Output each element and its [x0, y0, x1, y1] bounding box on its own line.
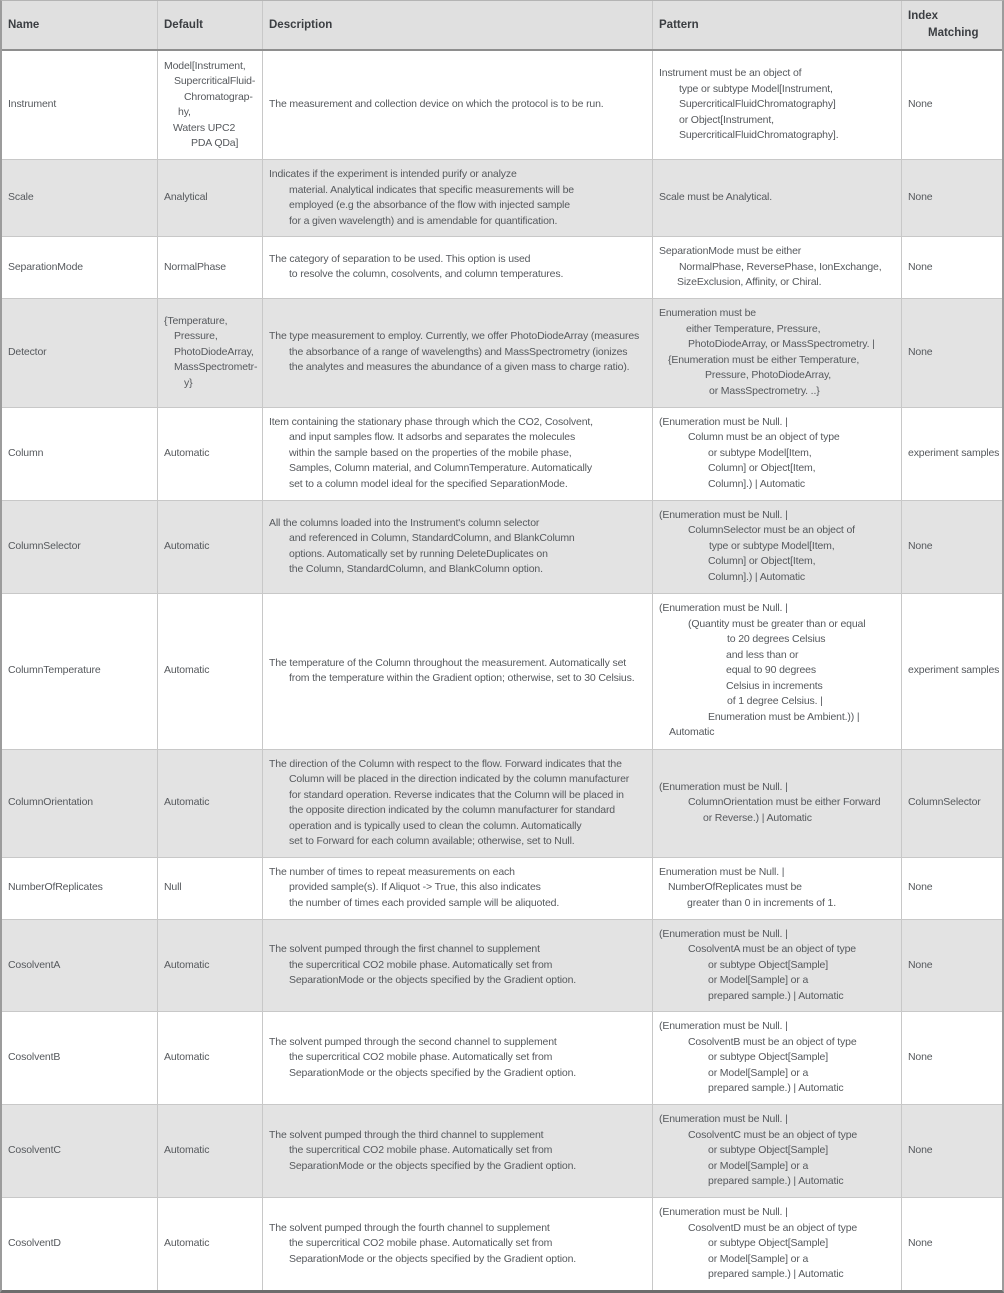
index-cell [901, 750, 1004, 857]
pattern-cell-line: prepared sample.) | Automatic [708, 1175, 844, 1188]
description-cell-line: Samples, Column material, and ColumnTemperature. Automatically [289, 462, 592, 475]
pattern-cell-line: SupercriticalFluidChromatography]. [679, 129, 839, 142]
default-cell [157, 920, 262, 1012]
pattern-cell [652, 160, 901, 236]
description-cell-line: for a given wavelength) and is amendable for quantification. [289, 214, 558, 227]
name-cell [2, 1012, 157, 1104]
pattern-cell-line: or Model[Sample] or a [708, 1159, 809, 1172]
default-cell-line: Automatic [164, 796, 210, 809]
description-cell [262, 237, 652, 298]
default-cell-line: Automatic [164, 1051, 210, 1064]
pattern-cell-line: and less than or [726, 648, 799, 661]
pattern-cell-line: (Enumeration must be Null. | [659, 508, 788, 521]
index-cell [901, 1105, 1004, 1197]
name-cell-line: Scale [8, 191, 34, 204]
name-cell-line: SeparationMode [8, 260, 83, 273]
index-cell-line: None [908, 881, 933, 894]
default-cell-line: y} [184, 376, 193, 389]
description-cell-line: the opposite direction indicated by the column manufacturer for standard [289, 804, 615, 816]
pattern-cell-line: either Temperature, Pressure, [686, 322, 821, 335]
description-cell-line: The temperature of the Column throughout the measurement. Automatically set [269, 656, 627, 669]
index-cell-line: None [908, 1051, 933, 1064]
column-header-pattern [652, 1, 901, 49]
pattern-cell [652, 237, 901, 298]
pattern-cell-line: (Quantity must be greater than or equal [688, 617, 866, 630]
pattern-cell [652, 750, 901, 857]
default-cell [157, 160, 262, 236]
description-cell-line: the supercritical CO2 mobile phase. Automatically set from [289, 1237, 553, 1250]
description-cell [262, 501, 652, 593]
pattern-cell-line: Enumeration must be Null. | [659, 865, 785, 878]
pattern-cell [652, 1105, 901, 1197]
pattern-cell-line: {Enumeration must be either Temperature, [668, 353, 860, 366]
description-cell-line: the supercritical CO2 mobile phase. Automatically set from [289, 1144, 553, 1157]
pattern-cell-line: ColumnOrientation must be either Forward [688, 796, 881, 809]
pattern-cell-line: (Enumeration must be Null. | [659, 602, 788, 615]
index-cell-line: ColumnSelector [908, 796, 981, 809]
pattern-cell-line: PhotoDiodeArray, or MassSpectrometry. | [688, 338, 875, 350]
column-header-index [901, 1, 1004, 49]
index-cell-line: experiment samples [908, 446, 1000, 459]
index-cell [901, 1198, 1004, 1290]
description-cell [262, 408, 652, 500]
pattern-cell-line: prepared sample.) | Automatic [708, 1268, 844, 1281]
pattern-cell-line: greater than 0 in increments of 1. [687, 896, 836, 909]
name-cell [2, 501, 157, 593]
description-cell [262, 594, 652, 749]
table-row-columnorientation [2, 750, 1002, 858]
description-cell-line: operation and is typically used to clean the column. Automatically [289, 819, 582, 832]
name-cell [2, 299, 157, 407]
column-header-label: Default [164, 18, 203, 31]
index-cell-line: None [908, 539, 933, 552]
pattern-cell-line: or subtype Object[Sample] [708, 1144, 828, 1157]
description-cell-line: set to a column model ideal for the specified SeparationMode. [289, 477, 568, 490]
table-row-cosolventa [2, 920, 1002, 1013]
default-cell-line: Model[Instrument, [164, 59, 246, 72]
pattern-cell-line: or MassSpectrometry. ..} [709, 384, 820, 397]
description-cell-line: material. Analytical indicates that specific measurements will be [289, 183, 574, 196]
default-cell-line: PDA QDa] [191, 137, 239, 149]
description-cell-line: and input samples flow. It adsorbs and separates the molecules [289, 431, 576, 444]
default-cell-line: Automatic [164, 446, 210, 459]
index-cell-line: None [908, 1144, 933, 1157]
pattern-cell-line: of 1 degree Celsius. | [727, 695, 823, 708]
description-cell-line: SeparationMode or the objects specified by the Gradient option. [289, 1252, 577, 1265]
name-cell [2, 237, 157, 298]
default-cell-line: Analytical [164, 191, 208, 204]
pattern-cell-line: type or subtype Model[Instrument, [679, 82, 833, 95]
default-cell [157, 408, 262, 500]
index-cell-line: None [908, 191, 933, 204]
index-cell-line: None [908, 98, 933, 111]
table-row-columnselector [2, 501, 1002, 594]
description-cell-line: options. Automatically set by running DeleteDuplicates on [289, 547, 548, 560]
pattern-cell-line: (Enumeration must be Null. | [659, 927, 788, 940]
description-cell [262, 1198, 652, 1290]
default-cell [157, 299, 262, 407]
pattern-cell-line: or subtype Object[Sample] [708, 1237, 828, 1250]
name-cell-line: CosolventC [8, 1144, 61, 1157]
index-cell [901, 920, 1004, 1012]
table-row-cosolventd [2, 1198, 1002, 1290]
default-cell [157, 501, 262, 593]
description-cell-line: The solvent pumped through the third channel to supplement [269, 1128, 544, 1141]
name-cell [2, 920, 157, 1012]
default-cell-line: PhotoDiodeArray, [174, 345, 254, 358]
table-row-detector [2, 299, 1002, 408]
name-cell-line: ColumnTemperature [8, 664, 101, 677]
description-cell-line: The measurement and collection device on which the protocol is to be run. [269, 98, 604, 111]
name-cell [2, 1198, 157, 1290]
pattern-cell [652, 594, 901, 749]
index-cell [901, 501, 1004, 593]
column-header-label: Matching [928, 27, 979, 39]
index-cell [901, 51, 1004, 159]
name-cell-line: Instrument [8, 98, 57, 111]
description-cell-line: The solvent pumped through the second channel to supplement [269, 1035, 557, 1048]
pattern-cell-line: CosolventB must be an object of type [688, 1035, 857, 1048]
pattern-cell-line: or Reverse.) | Automatic [703, 811, 812, 824]
table-row-separationmode [2, 237, 1002, 299]
default-cell-line: MassSpectrometr- [174, 361, 258, 374]
table-row-cosolventb [2, 1012, 1002, 1105]
pattern-cell-line: Celsius in increments [726, 679, 823, 692]
pattern-cell [652, 299, 901, 407]
table-row-numberofreplicates [2, 858, 1002, 920]
pattern-cell-line: or subtype Object[Sample] [708, 1051, 828, 1064]
default-cell-line: Automatic [164, 539, 210, 552]
pattern-cell-line: NormalPhase, ReversePhase, IonExchange, [679, 260, 882, 273]
index-cell-line: None [908, 345, 933, 358]
column-header-label: Description [269, 18, 333, 31]
column-header-label: Index [908, 10, 939, 22]
description-cell-line: the number of times each provided sample will be aliquoted. [289, 896, 560, 909]
column-header-default [157, 1, 262, 49]
column-header-description [262, 1, 652, 49]
description-cell-line: SeparationMode or the objects specified by the Gradient option. [289, 1159, 577, 1172]
description-cell [262, 1105, 652, 1197]
column-header-label: Pattern [659, 18, 699, 31]
default-cell-line: Automatic [164, 958, 210, 971]
description-cell-line: SeparationMode or the objects specified by the Gradient option. [289, 974, 577, 986]
pattern-cell-line: Enumeration must be [659, 307, 756, 319]
index-cell-line: None [908, 260, 933, 273]
default-cell-line: NormalPhase [164, 260, 226, 273]
index-cell [901, 594, 1004, 749]
pattern-cell-line: Scale must be Analytical. [659, 191, 772, 204]
pattern-cell-line: or subtype Object[Sample] [708, 958, 828, 971]
index-cell [901, 1012, 1004, 1104]
description-cell-line: All the columns loaded into the Instrument's column selector [269, 516, 540, 529]
default-cell [157, 1198, 262, 1290]
pattern-cell-line: Column] or Object[Item, [708, 555, 816, 568]
default-cell-line: {Temperature, [164, 314, 228, 327]
table-row-column [2, 408, 1002, 501]
name-cell [2, 51, 157, 159]
pattern-cell-line: CosolventC must be an object of type [688, 1128, 858, 1141]
default-cell-line: Null [164, 881, 182, 894]
pattern-cell [652, 408, 901, 500]
description-cell-line: The solvent pumped through the first channel to supplement [269, 943, 540, 955]
description-cell-line: the analytes and measures the abundance of a given mass to charge ratio). [289, 361, 630, 374]
index-cell-line: experiment samples [908, 664, 1000, 677]
index-cell-line: None [908, 1237, 933, 1250]
pattern-cell-line: Enumeration must be Ambient.)) | [708, 710, 860, 723]
pattern-cell [652, 1012, 901, 1104]
pattern-cell-line: Column] or Object[Item, [708, 462, 816, 475]
pattern-cell-line: to 20 degrees Celsius [727, 633, 826, 646]
name-cell-line: ColumnOrientation [8, 796, 93, 809]
name-cell-line: NumberOfReplicates [8, 881, 103, 894]
index-cell [901, 858, 1004, 919]
description-cell-line: within the sample based on the properties of the mobile phase, [289, 446, 572, 459]
default-cell [157, 237, 262, 298]
description-cell-line: to resolve the column, cosolvents, and column temperatures. [289, 268, 564, 281]
table-row-scale [2, 160, 1002, 237]
table-row-cosolventc [2, 1105, 1002, 1198]
description-cell [262, 858, 652, 919]
index-cell [901, 237, 1004, 298]
default-cell-line: Pressure, [174, 330, 218, 343]
pattern-cell-line: Automatic [669, 726, 715, 739]
index-cell-line: None [908, 958, 933, 971]
description-cell-line: the absorbance of a range of wavelengths) and MassSpectrometry (ionizes [289, 345, 628, 358]
description-cell [262, 51, 652, 159]
name-cell [2, 750, 157, 857]
pattern-cell-line: SupercriticalFluidChromatography] [679, 98, 836, 111]
description-cell [262, 299, 652, 407]
name-cell-line: CosolventD [8, 1237, 61, 1250]
pattern-cell-line: CosolventD must be an object of type [688, 1221, 858, 1234]
pattern-cell-line: or subtype Model[Item, [708, 446, 812, 459]
description-cell-line: from the temperature within the Gradient option; otherwise, set to 30 Celsius. [289, 672, 635, 684]
pattern-cell-line: Column].) | Automatic [708, 570, 806, 583]
table-row-instrument [2, 51, 1002, 160]
default-cell [157, 750, 262, 857]
description-cell [262, 160, 652, 236]
description-cell-line: and referenced in Column, StandardColumn, and BlankColumn [289, 532, 575, 544]
pattern-cell-line: ColumnSelector must be an object of [688, 524, 855, 537]
default-cell-line: Chromatograp- [184, 90, 253, 103]
name-cell [2, 160, 157, 236]
pattern-cell-line: (Enumeration must be Null. | [659, 1020, 788, 1033]
default-cell [157, 51, 262, 159]
pattern-cell [652, 920, 901, 1012]
name-cell [2, 858, 157, 919]
pattern-cell-line: CosolventA must be an object of type [688, 943, 856, 955]
pattern-cell-line: or Model[Sample] or a [708, 1252, 809, 1265]
description-cell [262, 1012, 652, 1104]
default-cell [157, 594, 262, 749]
pattern-cell-line: (Enumeration must be Null. | [659, 1206, 788, 1219]
description-cell-line: for standard operation. Reverse indicates that the Column will be placed in [289, 788, 624, 801]
pattern-cell-line: SizeExclusion, Affinity, or Chiral. [677, 276, 822, 288]
description-cell-line: the supercritical CO2 mobile phase. Automatically set from [289, 958, 553, 971]
pattern-cell-line: Instrument must be an object of [659, 67, 802, 80]
description-cell-line: the supercritical CO2 mobile phase. Automatically set from [289, 1051, 553, 1064]
pattern-cell-line: equal to 90 degrees [726, 664, 816, 677]
description-cell [262, 920, 652, 1012]
description-cell-line: The direction of the Column with respect to the flow. Forward indicates that the [269, 757, 622, 770]
pattern-cell-line: prepared sample.) | Automatic [708, 1082, 844, 1095]
name-cell-line: ColumnSelector [8, 539, 81, 552]
description-cell-line: The solvent pumped through the fourth channel to supplement [269, 1221, 550, 1234]
pattern-cell-line: type or subtype Model[Item, [709, 539, 835, 552]
pattern-cell [652, 858, 901, 919]
description-cell-line: provided sample(s). If Aliquot -> True, this also indicates [289, 881, 541, 894]
default-cell [157, 1012, 262, 1104]
column-header-label: Name [8, 18, 40, 31]
name-cell [2, 408, 157, 500]
description-cell-line: the Column, StandardColumn, and BlankColumn option. [289, 563, 543, 575]
description-cell-line: SeparationMode or the objects specified by the Gradient option. [289, 1066, 577, 1079]
pattern-cell-line: SeparationMode must be either [659, 245, 802, 257]
name-cell-line: CosolventA [8, 958, 61, 971]
table-row-columntemperature [2, 594, 1002, 750]
table-header-row [2, 1, 1002, 51]
pattern-cell [652, 51, 901, 159]
default-cell [157, 858, 262, 919]
pattern-cell-line: or Model[Sample] or a [708, 974, 809, 986]
name-cell [2, 594, 157, 749]
index-cell [901, 299, 1004, 407]
pattern-cell-line: or Model[Sample] or a [708, 1066, 809, 1079]
pattern-cell-line: (Enumeration must be Null. | [659, 415, 788, 428]
index-cell [901, 408, 1004, 500]
name-cell [2, 1105, 157, 1197]
name-cell-line: CosolventB [8, 1051, 61, 1064]
pattern-cell [652, 501, 901, 593]
pattern-cell-line: Column].) | Automatic [708, 477, 806, 490]
pattern-cell-line: NumberOfReplicates must be [668, 881, 802, 894]
default-cell-line: Waters UPC2 [173, 121, 236, 134]
pattern-cell-line: (Enumeration must be Null. | [659, 1113, 788, 1126]
description-cell-line: The number of times to repeat measurements on each [269, 865, 515, 878]
default-cell-line: hy, [178, 106, 191, 118]
default-cell [157, 1105, 262, 1197]
default-cell-line: Automatic [164, 1144, 210, 1157]
pattern-cell-line: prepared sample.) | Automatic [708, 989, 844, 1002]
description-cell-line: The type measurement to employ. Currently, we offer PhotoDiodeArray (measures [269, 330, 640, 343]
description-cell-line: employed (e.g the absorbance of the flow with injected sample [289, 199, 570, 211]
description-cell [262, 750, 652, 857]
column-header-name [2, 1, 157, 49]
description-cell-line: Item containing the stationary phase through which the CO2, Cosolvent, [269, 415, 593, 428]
name-cell-line: Column [8, 446, 44, 459]
name-cell-line: Detector [8, 345, 47, 358]
pattern-cell-line: or Object[Instrument, [679, 113, 774, 126]
description-cell-line: set to Forward for each column available; otherwise, set to Null. [289, 835, 575, 847]
default-cell-line: Automatic [164, 664, 210, 677]
pattern-cell [652, 1198, 901, 1290]
description-cell-line: The category of separation to be used. This option is used [269, 252, 531, 265]
description-cell-line: Indicates if the experiment is intended purify or analyze [269, 168, 517, 180]
default-cell-line: Automatic [164, 1237, 210, 1250]
description-cell-line: Column will be placed in the direction indicated by the column manufacturer [289, 773, 630, 785]
pattern-cell-line: Column must be an object of type [688, 431, 840, 444]
pattern-cell-line: Pressure, PhotoDiodeArray, [705, 369, 832, 381]
default-cell-line: SupercriticalFluid- [174, 75, 256, 87]
index-cell [901, 160, 1004, 236]
pattern-cell-line: (Enumeration must be Null. | [659, 780, 788, 793]
